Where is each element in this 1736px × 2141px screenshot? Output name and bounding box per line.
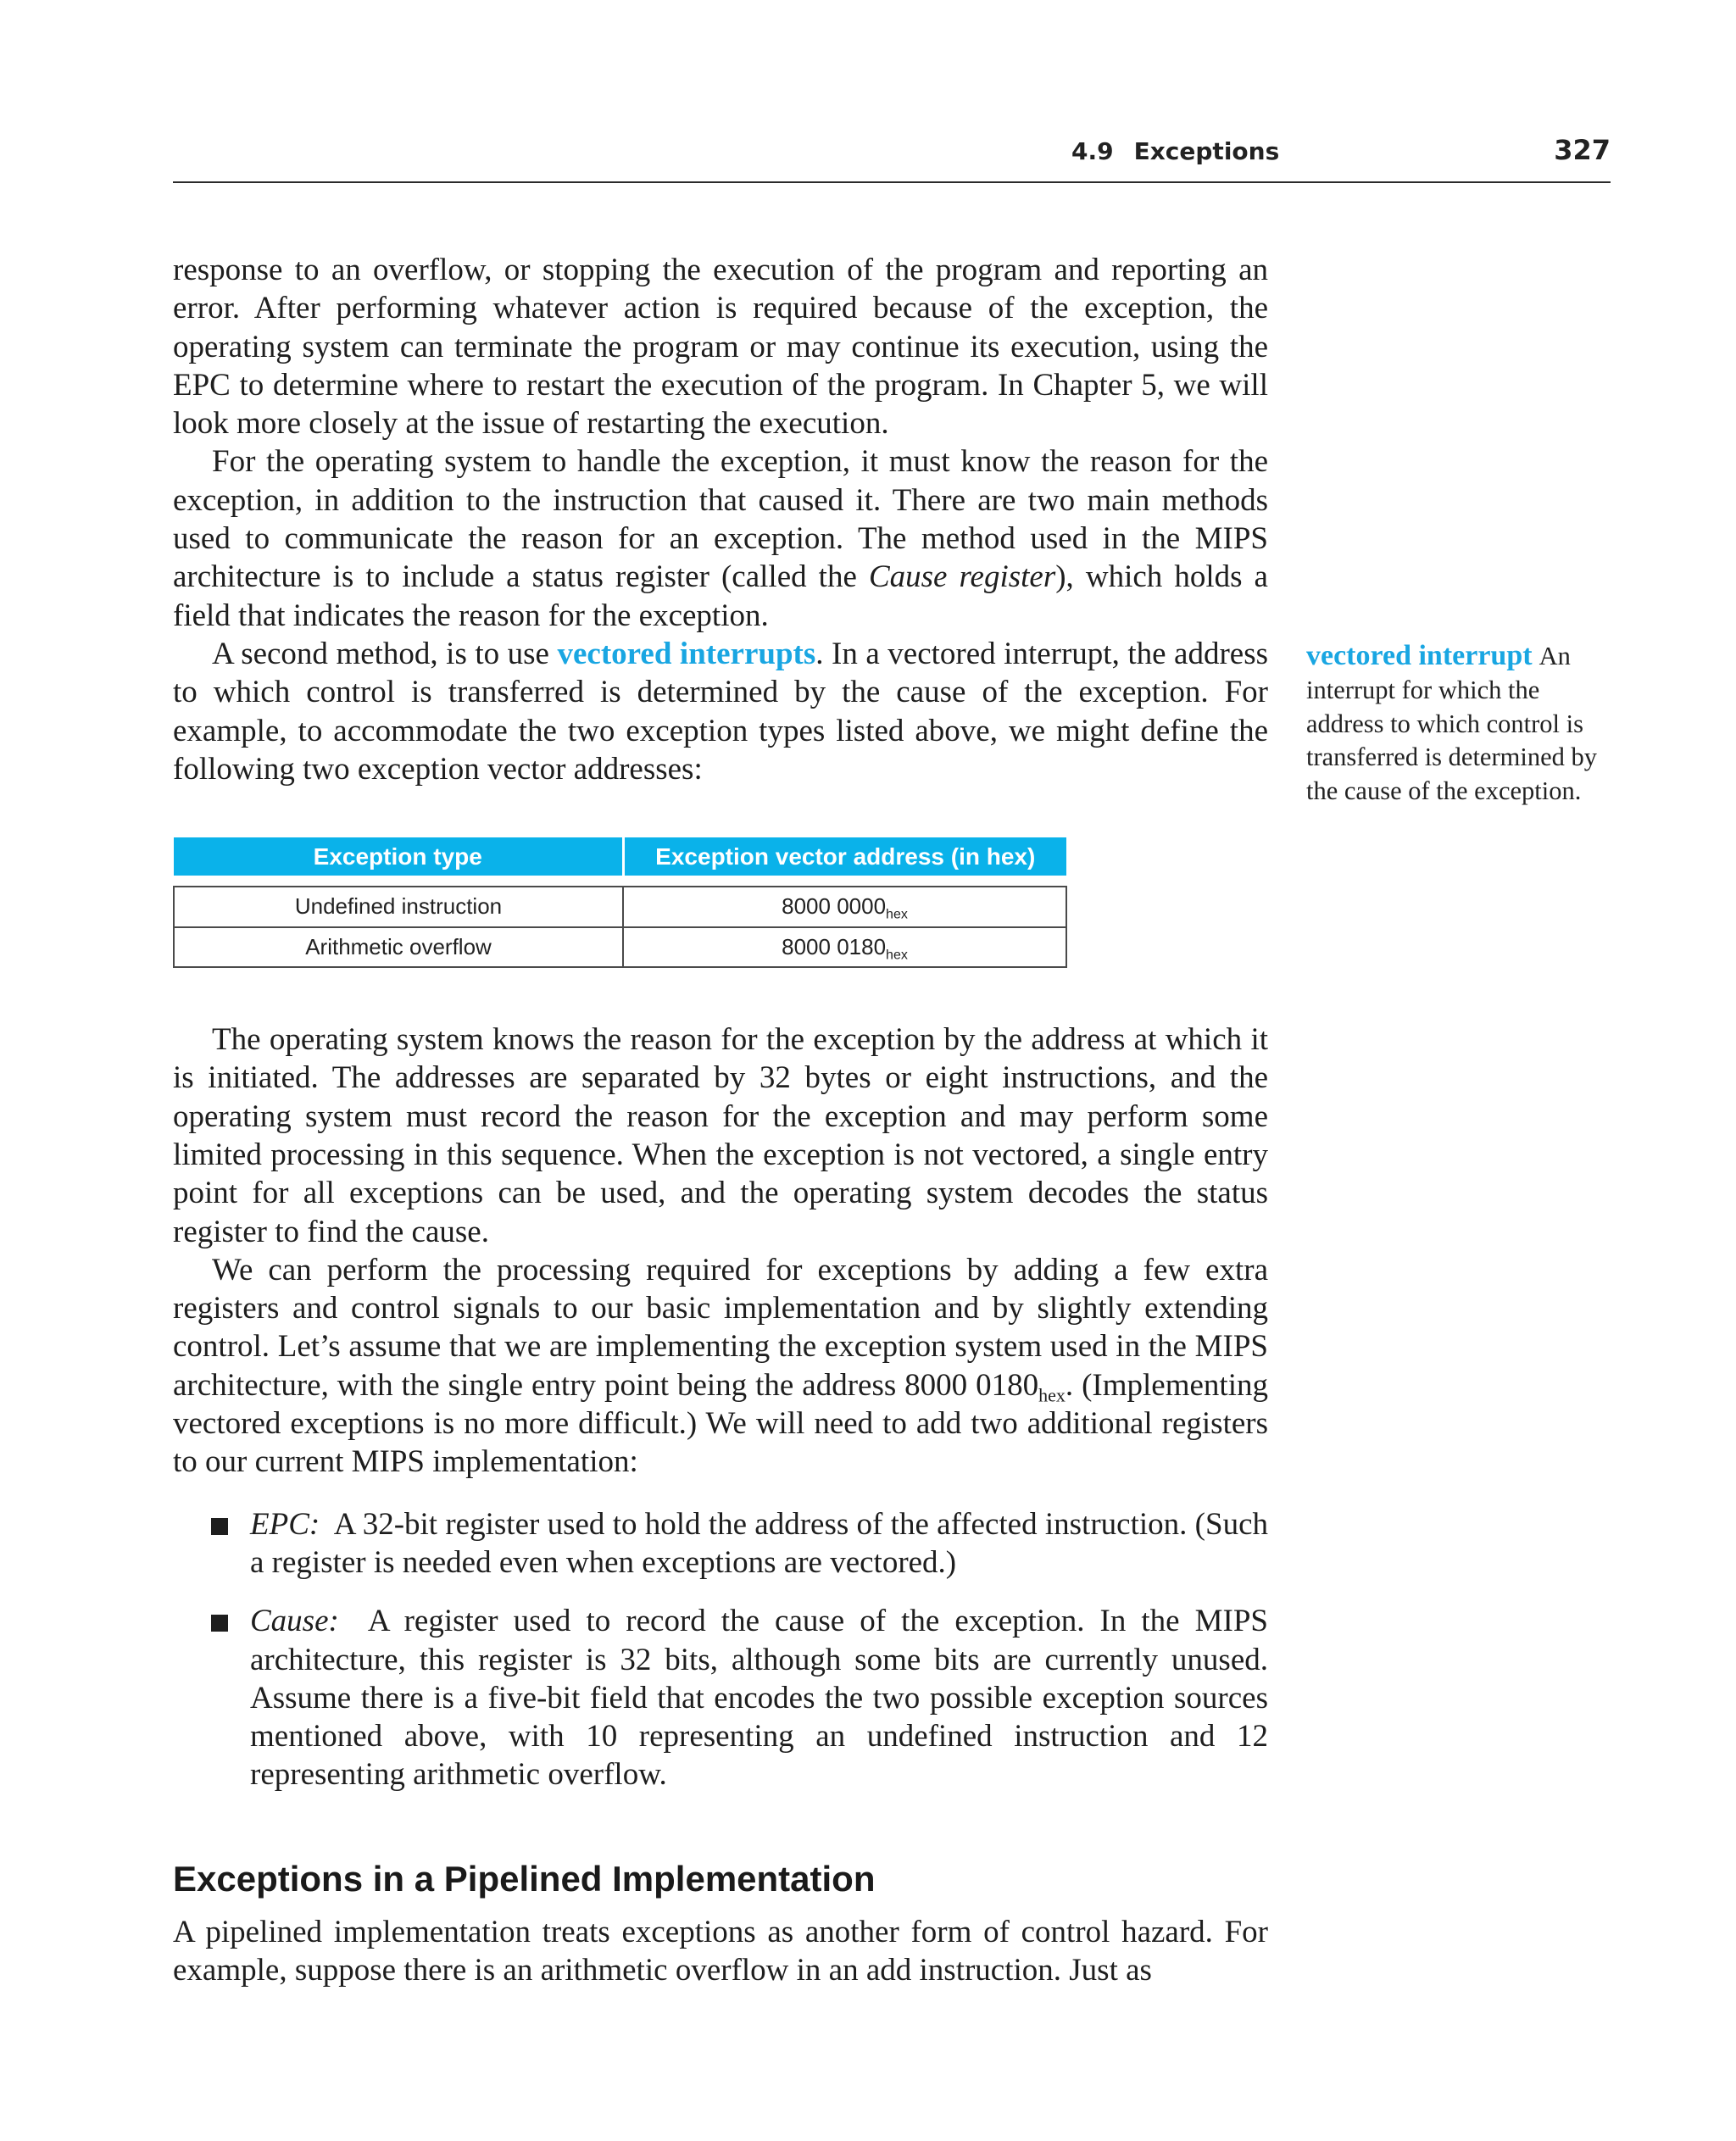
register-list bbox=[173, 1505, 1268, 1794]
page-number: 327 bbox=[1554, 134, 1611, 166]
section-title: Exceptions bbox=[1133, 137, 1280, 165]
table-row bbox=[174, 887, 1066, 926]
section-number: 4.9 bbox=[1071, 137, 1114, 165]
list-item bbox=[173, 1505, 1268, 1582]
vector-address-cell: 8000 $0000_{hex}$ bbox=[623, 887, 1066, 926]
paragraph-3 bbox=[173, 635, 1268, 788]
hex-subscript: hex bbox=[1038, 1384, 1066, 1406]
exception-type-cell: Arithmetic overflow bbox=[174, 927, 623, 967]
bullet-square-icon bbox=[211, 1615, 228, 1632]
table-row bbox=[174, 927, 1066, 967]
paragraph-1: response to an overflow, or stopping the execution of the program and reporting an error. After performing whatever action is required because of the exception, the operating system can terminate the program or may continue its execution, using the EPC to determine where to restart the execution of the program. In Chapter 5, we will look more closely at the issue of restarting the execution. bbox=[173, 253, 1268, 442]
vector-address-cell: 8000 $0180_{hex}$ bbox=[623, 927, 1066, 967]
list-item-text: A 32-bit register used to hold the address of the affected instruction. (Such a register is needed even when exceptions are vectored.) bbox=[250, 1506, 1268, 1580]
running-header bbox=[173, 127, 1611, 183]
paragraph-4: The operating system knows the reason for the exception by the address at which it is initiated. The addresses are separated by 32 bytes or eight instructions, and the operating system must record the reason for the exception and may perform some limited processing in this sequence. When the exception is not vectored, a single entry point for all exceptions can be used, and the operating system decodes the status register to find the cause. bbox=[173, 1022, 1268, 1249]
list-item-term: Cause: bbox=[250, 1604, 339, 1639]
list-item-term: EPC: bbox=[250, 1506, 320, 1542]
paragraph-3-end: . In a vectored interrupt, the address to which control is transferred is determined by the cause of the exception. For example, to accommodate the two exception types listed above, we might define the following two exception vector addresses: bbox=[173, 636, 1269, 787]
glossary-term: vectored interrupt bbox=[1306, 640, 1533, 671]
margin-glossary-note bbox=[1306, 639, 1599, 809]
paragraph-2 bbox=[173, 442, 1268, 634]
exception-vector-table bbox=[173, 837, 1067, 968]
paragraph-6: A pipelined implementation treats exceptions as another form of control hazard. For example, suppose there is an arithmetic overflow in an add instruction. Just as bbox=[173, 1914, 1268, 1988]
cause-register-term: Cause register bbox=[868, 559, 1056, 595]
section-label bbox=[1071, 137, 1279, 165]
exception-type-cell: Undefined instruction bbox=[174, 887, 623, 926]
paragraph-2-end: ), which holds a field that indicates the reason for the exception. bbox=[173, 559, 1268, 633]
bullet-square-icon bbox=[211, 1518, 228, 1535]
list-item bbox=[173, 1602, 1268, 1793]
paragraph-5-end: . (Implementing vectored exceptions is no more difficult.) We will need to add two additional registers to our current MIPS implementation: bbox=[173, 1367, 1268, 1480]
list-item-text: A register used to record the cause of the exception. In the MIPS architecture, this register is 32 bits, although some bits are currently unused. Assume there is a five-bit field that encodes the two possible exception sources mentioned above, with 10 representing an undefined instruction and 12 representing arithmetic overflow. bbox=[250, 1604, 1268, 1793]
paragraph-5 bbox=[173, 1251, 1268, 1482]
paragraph-5-start: We can perform the processing required for exceptions by adding a few extra registers and control signals to our basic implementation and by slightly extending control. Let’s assume that we are implementing the exception system used in the MIPS architecture, with the single entry point being the address 8000 0180 bbox=[173, 1252, 1268, 1403]
glossary-definition: An interrupt for which the address to which control is transferred is determined by the cause of the exception. bbox=[1306, 642, 1597, 806]
vectored-interrupts-term: vectored interrupts bbox=[557, 636, 816, 671]
body-text bbox=[173, 251, 1268, 1989]
paragraph-2-start: For the operating system to handle the exception, it must know the reason for the exception, in addition to the instruction that caused it. There are two main methods used to communicate the reason for an exception. The method used in the MIPS architecture is to include a status register (called the bbox=[173, 444, 1268, 595]
paragraph-3-start: A second method, is to use bbox=[212, 636, 558, 671]
table-header-vector-address: Exception vector address (in hex) bbox=[623, 837, 1066, 876]
table-header-exception-type: Exception type bbox=[174, 837, 623, 876]
section-subheading: Exceptions in a Pipelined Implementation bbox=[173, 1858, 876, 1899]
